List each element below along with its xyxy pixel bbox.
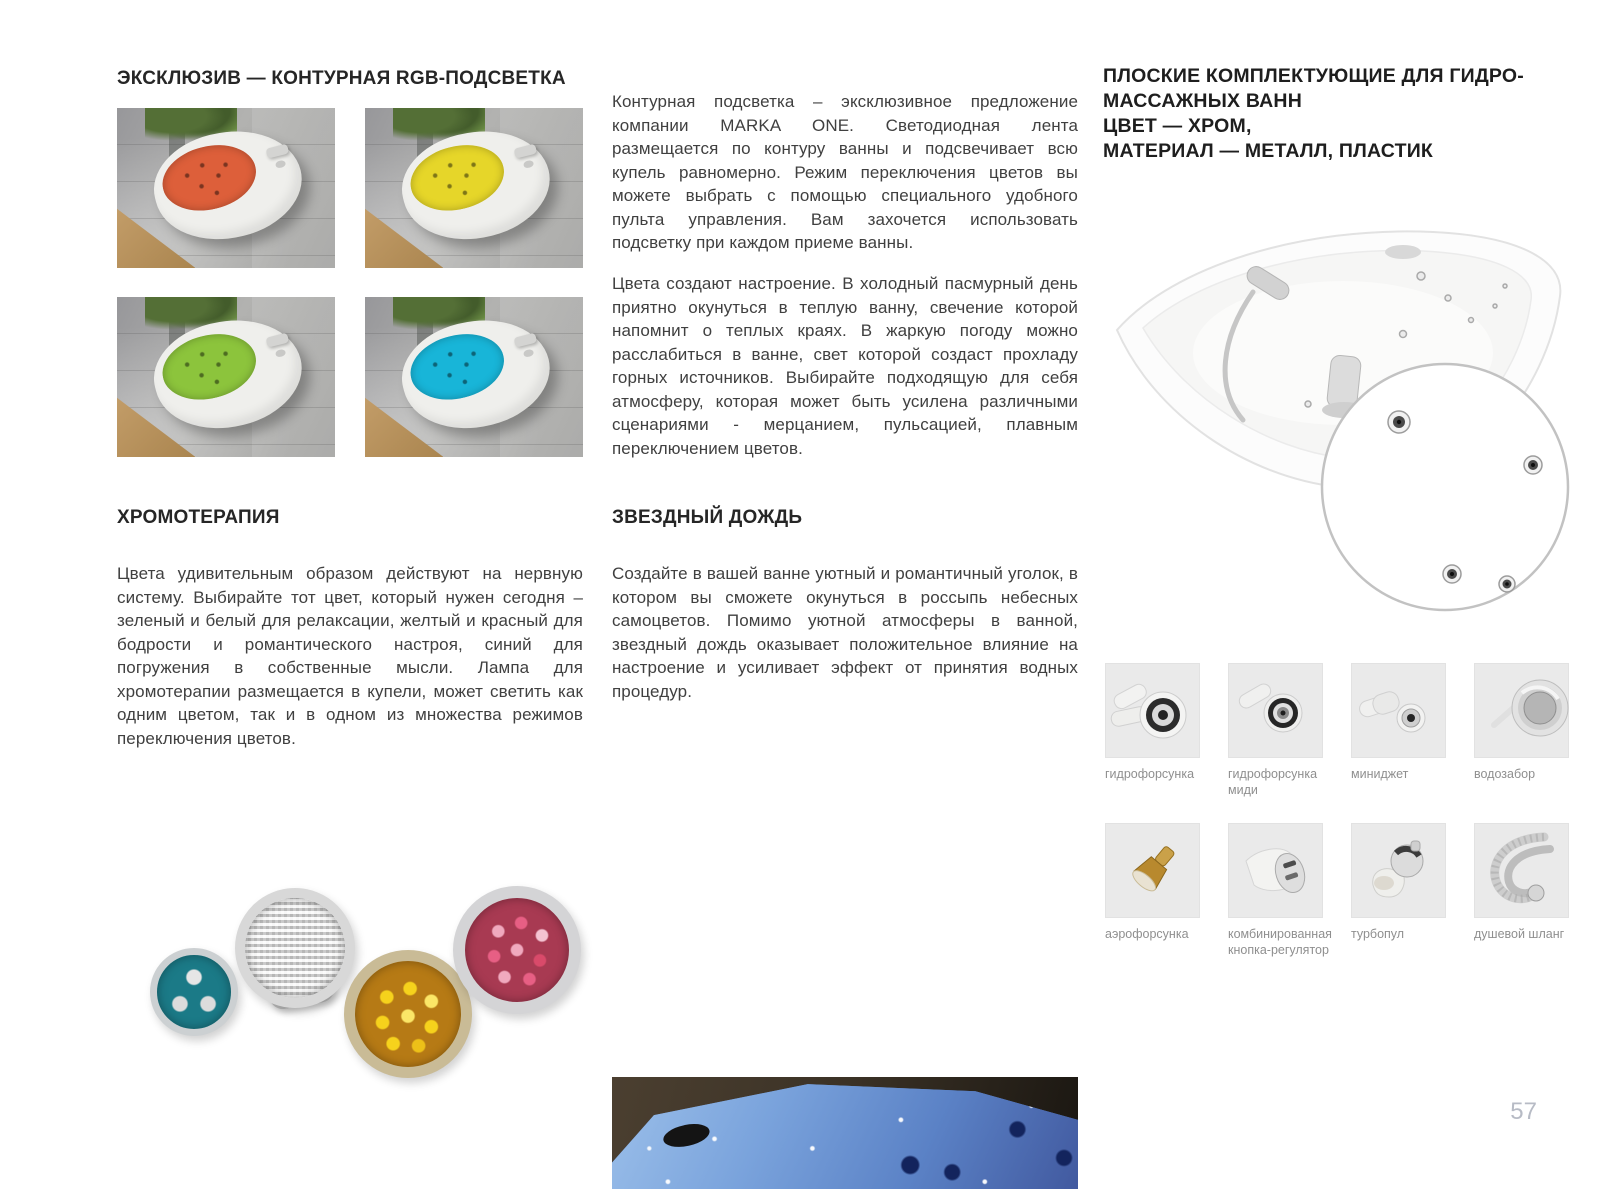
chromotherapy-lamps-photo <box>117 830 583 1085</box>
exclusive-mood-paragraph: Цвета создают настроение. В холодный пасмурный день приятно окунуться в теплую ванну, свечение которой напомнит о теплых краях. В жаркую погоду можно расслабиться в ванне, свет которой создаст прохладу горных источников. Выбирайте подходящую для себя атмосферу, которая может быть усилена различными сценариями - мерцанием, пульсацией, плавным переключением цветов. <box>612 274 1078 458</box>
pink-led-lamp <box>453 886 581 1014</box>
faucet <box>513 333 537 348</box>
component-label: гидрофорсунка миди <box>1228 767 1318 797</box>
faucet-knob <box>523 160 535 169</box>
component-item <box>1351 663 1446 823</box>
bathtub-photo-red <box>117 108 335 268</box>
component-label: гидрофорсунка <box>1105 767 1195 781</box>
section-title-exclusive: ЭКСКЛЮЗИВ — КОНТУРНАЯ RGB-ПОДСВЕТКА <box>117 68 566 89</box>
faucet <box>265 333 289 348</box>
faucet <box>265 144 289 159</box>
turbopool-icon <box>1351 823 1446 918</box>
component-item <box>1105 823 1200 983</box>
faucet <box>513 144 537 159</box>
component-label: миниджет <box>1351 767 1409 781</box>
rgb-bathtub-photo-grid <box>117 108 583 457</box>
air-jet-icon <box>1105 823 1200 918</box>
yellow-led-lamp <box>344 950 472 1078</box>
components-grid <box>1105 663 1569 983</box>
shower-hose-icon <box>1474 823 1569 918</box>
bathtub-photo-yellow <box>365 108 583 268</box>
chrome-led-lamp <box>235 888 355 1008</box>
white-bathtub-drawing <box>1103 188 1580 643</box>
component-label: аэрофорсунка <box>1105 927 1189 941</box>
combo-button-icon <box>1228 823 1323 918</box>
faucet-knob <box>275 160 287 169</box>
section-title-chromotherapy: ХРОМОТЕРАПИЯ <box>117 507 280 528</box>
hydro-jet-midi-icon <box>1228 663 1323 758</box>
component-label: душевой шланг <box>1474 927 1565 941</box>
page-number: 57 <box>1510 1098 1537 1125</box>
component-label: водозабор <box>1474 767 1536 781</box>
chromotherapy-paragraph: Цвета удивительным образом действуют на нервную систему. Выбирайте тот цвет, который нужен сегодня – зеленый и белый для релаксации, желтый и красный для бодрости и романтического настроя, синий для погружения в собственные мысли. Лампа для хромотерапии размещается в купели, может светить как одним цветом, так и в одном из множества режимов переключения цветов. <box>117 564 583 748</box>
component-item <box>1351 823 1446 983</box>
section-title-components: ПЛОСКИЕ КОМПЛЕКТУЮЩИЕ ДЛЯ ГИДРО- МАССАЖНЫХ ВАНН ЦВЕТ — ХРОМ, МАТЕРИАЛ — МЕТАЛЛ, ПЛАСТИК <box>1103 65 1524 162</box>
component-item <box>1228 663 1323 823</box>
component-label: комбинированная кнопка-регулятор <box>1228 927 1332 957</box>
hydro-jet-icon <box>1105 663 1200 758</box>
component-item <box>1474 823 1569 983</box>
water-intake-icon <box>1474 663 1569 758</box>
component-item <box>1474 663 1569 823</box>
exclusive-intro-paragraph: Контурная подсветка – эксклюзивное предложение компании MARKA ONE. Светодиодная лента размещается по контуру ванны и подсвечивает всю купель равномерно. Режим переключения цветов вы можете выбрать с помощью специального удобного пульта управления. Вам захочется использовать подсветку при каждом приеме ванны. <box>612 92 1078 252</box>
star-rain-bathtub-photo <box>612 1077 1078 1189</box>
star-rain-paragraph: Создайте в вашей ванне уютный и романтичный уголок, в котором вы сможете окунуться в россыпь небесных самоцветов. Помимо уютной атмосферы в ванной, звездный дождь оказывает положительное влияние на настроение и усиливает эффект от принятия водных процедур. <box>612 564 1078 701</box>
teal-led-lamp <box>150 948 238 1036</box>
bathtub-photo-green <box>117 297 335 457</box>
component-item <box>1105 663 1200 823</box>
faucet-knob <box>275 349 287 358</box>
faucet-knob <box>523 349 535 358</box>
flat-jets-bathtub-illustration <box>1103 188 1580 648</box>
section-title-star-rain: ЗВЕЗДНЫЙ ДОЖДЬ <box>612 507 803 528</box>
component-label: турбопул <box>1351 927 1405 941</box>
bathtub-photo-cyan <box>365 297 583 457</box>
minijet-icon <box>1351 663 1446 758</box>
component-item <box>1228 823 1332 983</box>
